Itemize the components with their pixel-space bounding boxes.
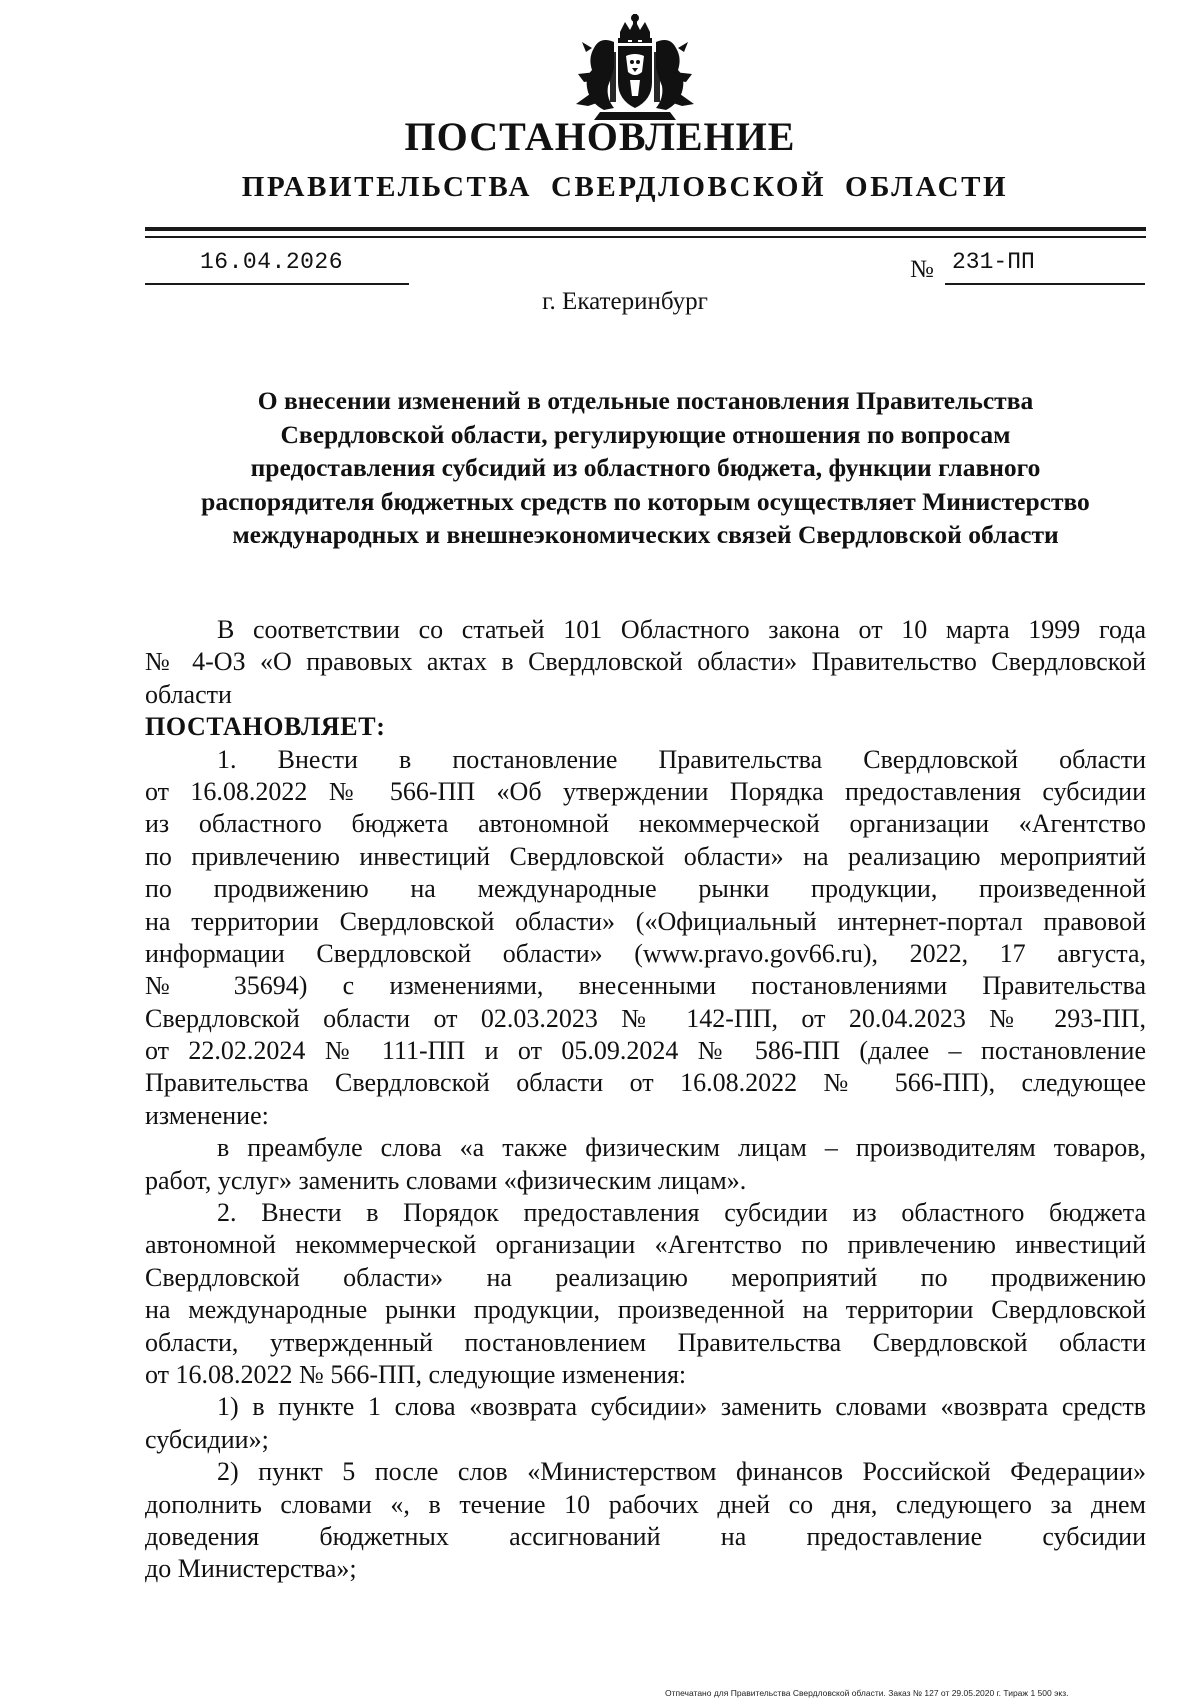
document-body [145,614,1146,1586]
item1-line: на территории Свердловской области» («Официальный интернет-портал правовой [145,906,1146,936]
item2-line: от 16.08.2022 № 566-ПП, следующие изменения: [145,1359,687,1389]
document-number: 231-ПП [952,249,1035,275]
print-imprint: Отпечатано для Правительства Свердловской области. Заказ № 127 от 29.05.2020 г. Тираж 1 500 экз. [665,1688,1069,1698]
title-line: О внесении изменений в отдельные постановления Правительства [257,386,1034,415]
item1-line: по привлечению инвестиций Свердловской области» на реализацию мероприятий [145,841,1146,871]
subitem2-line: до Министерства»; [145,1554,357,1584]
item1-line: информации Свердловской области» (www.pravo.gov66.ru), 2022, 17 августа, [145,938,1146,968]
subitem2-line: дополнить словами «, в течение 10 рабочих дней со дня, следующего за днем [145,1489,1146,1519]
subitem2-line: доведения бюджетных ассигнований на предоставление субсидии [145,1521,1146,1551]
subitem1-line: 1) в пункте 1 слова «возврата субсидии» заменить словами «возврата средств [217,1392,1146,1422]
issue-place: г. Екатеринбург [542,288,708,315]
preamble-line: № 4-ОЗ «О правовых актах в Свердловской области» Правительство Свердловской [145,647,1146,677]
item1-change-line: в преамбуле слова «а также физическим лицам – производителям товаров, [217,1133,1146,1163]
title-line: Свердловской области, регулирующие отношения по вопросам [280,419,1011,449]
item2-line: области, утвержденный постановлением Правительства Свердловской области [145,1327,1146,1357]
item1-line: 1. Внести в постановление Правительства Свердловской области [217,744,1146,774]
item1-line: из областного бюджета автономной некоммерческой организации «Агентство [145,809,1146,839]
subitem1-line: субсидии»; [145,1424,269,1454]
item1-line: № 35694) с изменениями, внесенными постановлениями Правительства [145,971,1146,1001]
title-line: международных и внешнеэкономических связей Свердловской области [232,520,1059,549]
subitem2-line: 2) пункт 5 после слов «Министерством финансов Российской Федерации» [217,1457,1146,1487]
item2-line: автономной некоммерческой организации «Агентство по привлечению инвестиций [145,1230,1146,1260]
number-sign: № [910,256,934,283]
document-type-heading: ПОСТАНОВЛЕНИЕ [404,114,796,159]
item1-line: изменение: [145,1100,269,1130]
item2-line: 2. Внести в Порядок предоставления субсидии из областного бюджета [217,1198,1146,1228]
issuer-heading: ПРАВИТЕЛЬСТВА СВЕРДЛОВСКОЙ ОБЛАСТИ [241,171,1009,203]
coat-of-arms-icon [570,12,700,124]
title-line: распорядителя бюджетных средств по которым осуществляет Министерство [201,486,1090,516]
preamble-line: области [145,679,232,709]
document-title [145,384,1146,552]
item2-line: Свердловской области» на реализацию мероприятий по продвижению [145,1262,1146,1292]
resolves-heading: ПОСТАНОВЛЯЕТ: [145,712,386,742]
item1-line: по продвижению на международные рынки продукции, произведенной [145,874,1146,904]
header-divider-thin [145,236,1146,238]
item1-line: от 22.02.2024 № 111-ПП и от 05.09.2024 № 586-ПП (далее – постановление [145,1036,1146,1066]
item1-line: от 16.08.2022 № 566-ПП «Об утверждении Порядка предоставления субсидии [145,776,1146,806]
number-underline [945,283,1145,285]
item1-line: Правительства Свердловской области от 16.08.2022 № 566-ПП), следующее [145,1068,1146,1098]
preamble-line: В соответствии со статьей 101 Областного закона от 10 марта 1999 года [217,615,1146,644]
header-divider-thick [145,227,1146,231]
document-date: 16.04.2026 [200,249,344,275]
item1-line: Свердловской области от 02.03.2023 № 142-ПП, от 20.04.2023 № 293-ПП, [145,1003,1146,1033]
item2-line: на международные рынки продукции, произведенной на территории Свердловской [145,1295,1146,1325]
title-line: предоставления субсидий из областного бюджета, функции главного [250,453,1041,482]
item1-change-line: работ, услуг» заменить словами «физическим лицам». [145,1165,747,1195]
date-underline [145,283,409,285]
